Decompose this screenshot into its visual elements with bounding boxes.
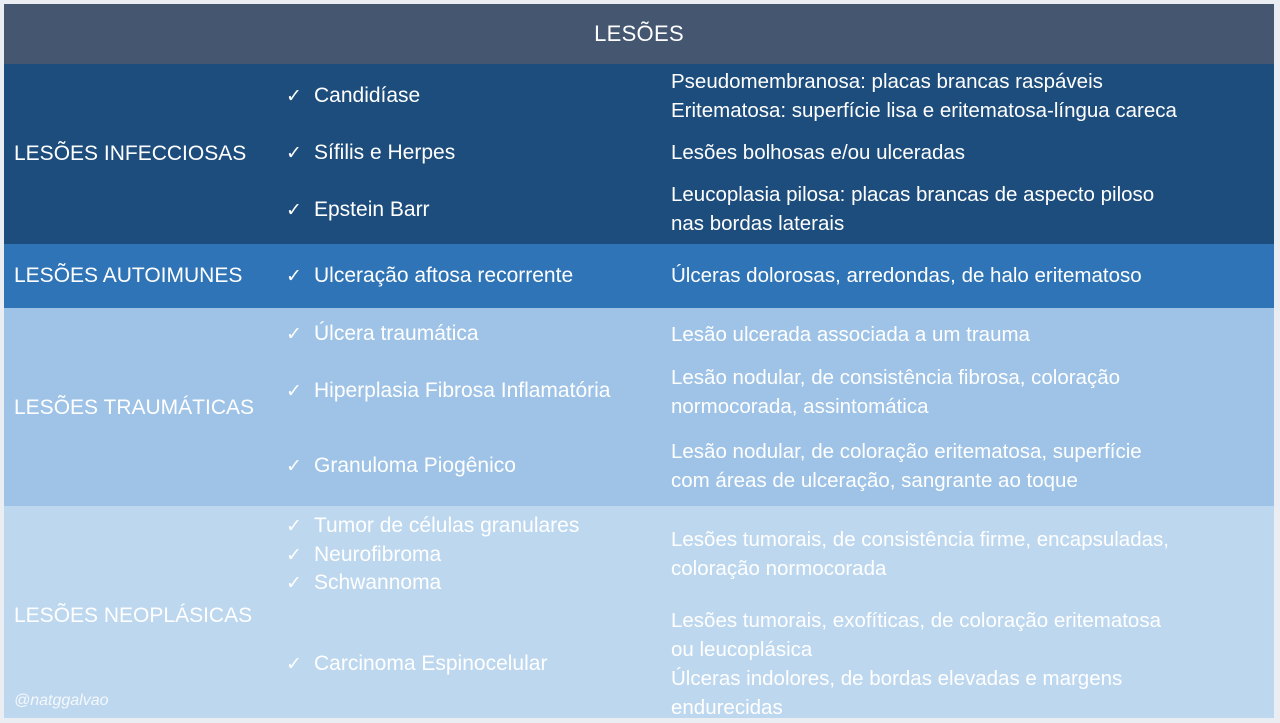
section-traumaticas (4, 308, 1274, 506)
check-icon: ✓ (286, 515, 302, 537)
section-autoimunes (4, 244, 1274, 308)
description-line: Úlceras indolores, de bordas elevadas e margens (671, 667, 1123, 690)
item-label: Schwannoma (314, 571, 442, 594)
lesions-table (4, 4, 1274, 718)
description-line: ou leucoplásica (671, 638, 813, 661)
description (671, 261, 1142, 290)
list-item (286, 543, 441, 567)
item-label: Carcinoma Espinocelular (314, 652, 548, 675)
list-item (286, 379, 610, 403)
list-item (286, 652, 547, 676)
check-icon: ✓ (286, 265, 302, 287)
description-line: Leucoplasia pilosa: placas brancas de aspecto piloso (671, 183, 1155, 206)
description-line: Lesões tumorais, exofíticas, de coloração eritematosa (671, 609, 1161, 632)
category-label: LESÕES AUTOIMUNES (14, 264, 243, 287)
section-infecciosas (4, 64, 1274, 244)
list-item (286, 514, 579, 538)
check-icon: ✓ (286, 572, 302, 594)
item-label: Úlcera traumática (314, 322, 479, 345)
description (671, 606, 1161, 722)
check-icon: ✓ (286, 380, 302, 402)
description (671, 67, 1177, 125)
item-label: Tumor de células granulares (314, 514, 580, 537)
category-label: LESÕES INFECCIOSAS (14, 142, 247, 165)
check-icon: ✓ (286, 85, 302, 107)
description (671, 180, 1154, 238)
check-icon: ✓ (286, 455, 302, 477)
check-icon: ✓ (286, 653, 302, 675)
description-line: Pseudomembranosa: placas brancas raspáveis (671, 70, 1103, 93)
item-label: Candidíase (314, 84, 421, 107)
list-item (286, 264, 573, 288)
description (671, 320, 1030, 349)
table-title (4, 4, 1274, 64)
item-label: Granuloma Piogênico (314, 454, 516, 477)
check-icon: ✓ (286, 323, 302, 345)
table-title-text: LESÕES (594, 21, 684, 46)
item-label: Neurofibroma (314, 543, 442, 566)
description-line: Lesão nodular, de coloração eritematosa, superfície (671, 440, 1142, 463)
watermark-handle: @natggalvao (14, 692, 109, 709)
description-line: Lesão ulcerada associada a um trauma (671, 323, 1030, 346)
description-line: Lesão nodular, de consistência fibrosa, coloração (671, 366, 1121, 389)
list-item (286, 322, 479, 346)
description (671, 138, 965, 167)
check-icon: ✓ (286, 544, 302, 566)
description-line: Úlceras dolorosas, arredondas, de halo eritematoso (671, 264, 1142, 287)
check-icon: ✓ (286, 199, 302, 221)
list-item (286, 141, 455, 165)
description-line: coloração normocorada (671, 557, 887, 580)
list-item (286, 198, 430, 222)
item-label: Ulceração aftosa recorrente (314, 264, 574, 287)
description (671, 525, 1169, 583)
description-line: normocorada, assintomática (671, 395, 929, 418)
description (671, 363, 1120, 421)
item-label: Sífilis e Herpes (314, 141, 456, 164)
description-line: com áreas de ulceração, sangrante ao toque (671, 469, 1078, 492)
item-label: Hiperplasia Fibrosa Inflamatória (314, 379, 611, 402)
description-line: Lesões bolhosas e/ou ulceradas (671, 141, 966, 164)
list-item (286, 84, 420, 108)
category-label: LESÕES TRAUMÁTICAS (14, 396, 255, 419)
category-label: LESÕES NEOPLÁSICAS (14, 604, 253, 627)
description-line: Lesões tumorais, de consistência firme, encapsuladas, (671, 528, 1169, 551)
description-line: nas bordas laterais (671, 212, 845, 235)
section-neoplasicas (4, 506, 1274, 718)
list-item (286, 454, 516, 478)
description-line: Eritematosa: superfície lisa e eritematosa-língua careca (671, 99, 1177, 122)
description (671, 437, 1142, 495)
description-line: endurecidas (671, 696, 783, 719)
list-item (286, 571, 441, 595)
item-label: Epstein Barr (314, 198, 430, 221)
check-icon: ✓ (286, 142, 302, 164)
